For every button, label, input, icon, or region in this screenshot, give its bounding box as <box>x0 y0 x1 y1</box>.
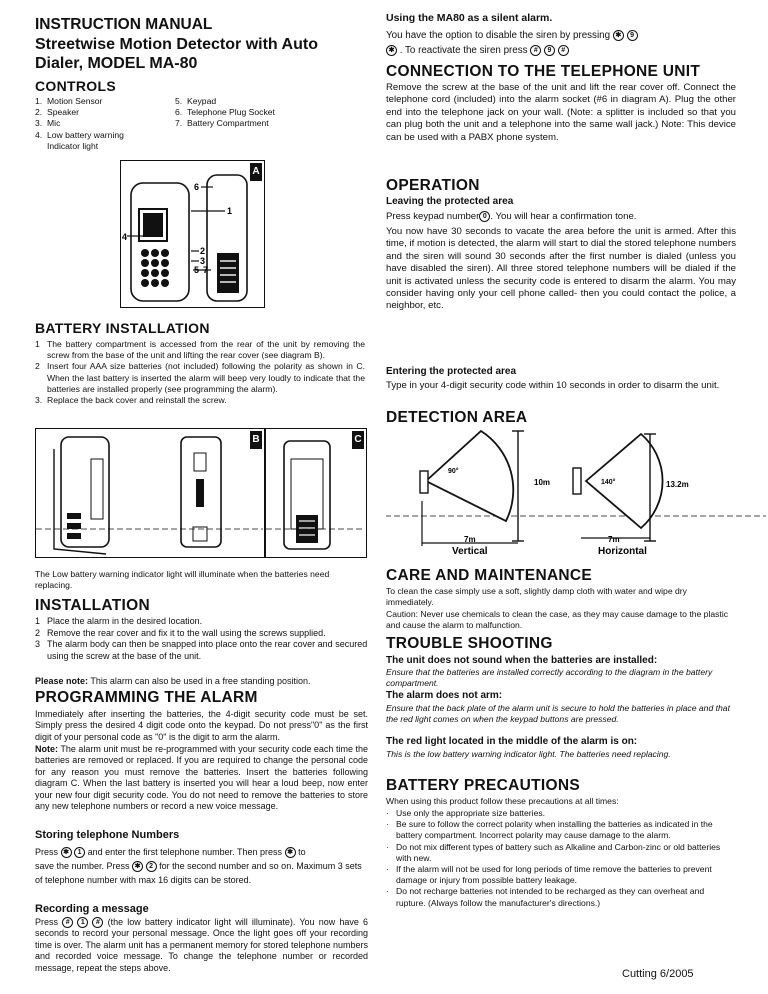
hash-key-icon: # <box>530 45 541 56</box>
list-item: · Do not mix different types of battery such as Alkaline and Carbon-zinc or old batteries with new. <box>386 841 721 863</box>
zero-key-icon: 0 <box>479 211 490 222</box>
nine-key-icon: 9 <box>627 30 638 41</box>
operation-heading: OPERATION <box>386 177 480 194</box>
horizontal-range-label: 13.2m <box>666 480 689 489</box>
trouble-a3: This is the low battery warning indicator light. The batteries need replacing. <box>386 749 671 759</box>
hash-key-icon: # <box>92 917 103 928</box>
diagram-b-tag: B <box>250 431 262 449</box>
one-key-icon: 1 <box>74 847 85 858</box>
diagram-a-illustration <box>121 161 263 306</box>
nine-key-icon: 9 <box>544 45 555 56</box>
list-item: 3. Replace the back cover and reinstall the screw. <box>35 395 227 406</box>
list-item: 3. Mic <box>35 118 61 129</box>
low-battery-note: The Low battery warning indicator light will illuminate when the batteries need replacing. <box>35 569 330 591</box>
detection-area-diagram <box>386 426 766 561</box>
list-item: 2 Remove the rear cover and fix it to the wall using the screws supplied. <box>35 627 326 638</box>
footer-date: Cutting 6/2005 <box>622 968 694 980</box>
star-key-icon: ✱ <box>613 30 624 41</box>
diagram-a <box>120 160 265 308</box>
silent-alarm-text: You have the option to disable the siren by pressing ✱ 9 ✱ . To reactivate the siren press # 9 # <box>386 28 736 58</box>
callout-1: 1 <box>227 206 233 216</box>
manual-title: INSTRUCTION MANUAL <box>35 16 213 33</box>
hash-key-icon: # <box>62 917 73 928</box>
callout-6: 6 <box>194 182 200 192</box>
horizontal-width-label: 7m <box>608 535 620 544</box>
list-item: 5. Keypad <box>175 96 217 106</box>
care-text: To clean the case simply use a soft, slightly damp cloth with water and wipe dry immediately. <box>386 586 687 608</box>
horizontal-caption: Horizontal <box>598 546 647 557</box>
care-heading: CARE AND MAINTENANCE <box>386 567 593 584</box>
entering-text: Type in your 4-digit security code within 10 seconds in order to disarm the unit. <box>386 380 720 391</box>
controls-heading: CONTROLS <box>35 78 116 94</box>
product-title-line2: Dialer, MODEL MA-80 <box>35 55 198 72</box>
trouble-q2: The alarm does not arm: <box>386 690 503 701</box>
callout-7: 7 <box>203 265 209 275</box>
programming-note: Note: The alarm unit must be re-programmed with your security code each time the batteries are removed or replaced. If you are required to change the personal code for any reason you must remove the batteries. Insert the batteries following diagram C. When the last battery is inserted you will hear a loud beep, now enter your new four digit security code. You do not need to remove the batteries to store any new telephone numbers or record a new voice message. <box>35 744 368 812</box>
one-key-icon: 1 <box>77 917 88 928</box>
recording-text: Press # 1 # (the low battery indicator light will illuminate). You now have 6 seconds to record your personal message. Once the light goes off your recording time is over. The alarm unit has a permanent memory for stored telephone numbers and recorded voice message. To change the telephone number or recorded message, repeat the steps above. <box>35 917 368 973</box>
precautions-intro: When using this product follow these precautions at all times: <box>386 796 619 806</box>
care-caution: Caution: Never use chemicals to clean the case, as they may cause damage to the plastic and cause the alarm to malfunction. <box>386 609 729 631</box>
installation-note: Please note: This alarm can also be used in a free standing position. <box>35 676 311 686</box>
battery-installation-heading: BATTERY INSTALLATION <box>35 320 210 336</box>
vertical-angle-label: 90° <box>448 468 459 475</box>
diagram-b <box>35 428 265 558</box>
installation-steps <box>35 616 368 662</box>
list-item: 1. Motion Sensor <box>35 96 103 106</box>
star-key-icon: ✱ <box>61 847 72 858</box>
list-item: 6. Telephone Plug Socket <box>175 107 275 118</box>
controls-list-left <box>35 96 165 152</box>
callout-5: 5 <box>194 265 200 275</box>
star-key-icon: ✱ <box>132 861 143 872</box>
installation-heading: INSTALLATION <box>35 597 150 614</box>
vertical-range-label: 10m <box>534 478 551 487</box>
connection-heading: CONNECTION TO THE TELEPHONE UNIT <box>386 63 701 80</box>
trouble-q1: The unit does not sound when the batteries are installed: <box>386 655 658 666</box>
detection-heading: DETECTION AREA <box>386 409 528 426</box>
list-item: 3 The alarm body can then be snapped into place onto the rear cover and secured using the screw at the base of the unit. <box>35 639 368 661</box>
precautions-list <box>386 808 736 909</box>
trouble-a2: Ensure that the back plate of the alarm unit is secure to hold the batteries in place and that the red light comes on when the keypad buttons are pressed. <box>386 703 730 725</box>
vertical-width-label: 7m <box>464 535 476 544</box>
list-item: 2. Speaker <box>35 107 80 118</box>
silent-alarm-heading: Using the MA80 as a silent alarm. <box>386 12 553 24</box>
hash-key-icon: # <box>558 45 569 56</box>
leaving-text: You now have 30 seconds to vacate the area before the unit is armed. After this time, if motion is detected, the alarm will start to dial the stored telephone numbers and the siren will sound 30 seconds after the first number is dialed (unless you have disabled the siren). All three stored telephone numbers will be dialed if the unit is activated unless the security code is entered to disarm the alarm. You may consider having only your cell phone called- then you could contact the police, a neighbor, etc. <box>386 226 736 312</box>
list-item: 4. Low battery warning Indicator light <box>35 129 124 151</box>
diagram-b-illustration <box>36 429 263 556</box>
list-item: · Do not recharge batteries not intended to be recharged as they can overheat and rupture. (Always follow the manufacturer's directions.) <box>386 886 705 908</box>
star-key-icon: ✱ <box>386 45 397 56</box>
storing-numbers-text: Press ✱ 1 and enter the first telephone number. Then press ✱ to save the number. Press ✱ 2 for the second number and so on. Maximum 3 sets of telephone number with max 16 digits can be stored. <box>35 847 362 885</box>
callout-3: 3 <box>200 256 206 266</box>
connection-text: Remove the screw at the base of the unit and lift the rear cover off. Connect the telephone cord (included) into the alarm socket (#6 in diagram A). Plug the other end into the telephone jack on your wall. (Note: a splitter is included so that you can plug both the unit and a telephone into the same wall jack.) Note: This device can be used with a PABX phone system. <box>386 82 736 143</box>
list-item: · Be sure to follow the correct polarity when installing the batteries as indicated in the battery compartment. Incorrect polarity may cause damage to the alarm. <box>386 819 713 841</box>
entering-heading: Entering the protected area <box>386 366 517 377</box>
storing-numbers-heading: Storing telephone Numbers <box>35 829 180 841</box>
list-item: · Use only the appropriate size batteries. <box>386 808 546 818</box>
leaving-heading: Leaving the protected area <box>386 196 514 207</box>
two-key-icon: 2 <box>146 861 157 872</box>
trouble-a1: Ensure that the batteries are installed correctly according to the diagram in the battery compartment. <box>386 667 713 689</box>
diagram-c <box>265 428 367 558</box>
battery-steps <box>35 339 365 406</box>
leaving-first-line: Press keypad number 0 . You will hear a confirmation tone. <box>386 211 637 222</box>
recording-heading: Recording a message <box>35 903 149 915</box>
vertical-caption: Vertical <box>452 546 488 557</box>
list-item: · If the alarm will not be used for long periods of time remove the batteries to prevent damage or injury from possible battery leakage. <box>386 864 712 886</box>
battery-precautions-heading: BATTERY PRECAUTIONS <box>386 777 581 794</box>
programming-heading: PROGRAMMING THE ALARM <box>35 689 258 706</box>
list-item: 7. Battery Compartment <box>175 118 269 129</box>
callout-4: 4 <box>122 232 128 242</box>
troubleshooting-heading: TROUBLE SHOOTING <box>386 635 553 652</box>
diagram-c-tag: C <box>352 431 364 449</box>
diagram-c-illustration <box>266 429 365 556</box>
trouble-q3: The red light located in the middle of the alarm is on: <box>386 736 638 747</box>
controls-list-right <box>175 96 365 130</box>
programming-text: Immediately after inserting the batteries, the 4-digit security code must be set. Simply press the desired 4 digit code onto the keypad. Do not press"0" as the first digit of your personal code as "0" is the digit to arm the alarm. <box>35 709 368 742</box>
list-item: 1 Place the alarm in the desired location. <box>35 616 203 626</box>
callout-2: 2 <box>200 246 206 256</box>
list-item: 2 Insert four AAA size batteries (not included) following the polarity as shown in C. When the last battery is inserted the alarm will beep very loudly to indicate that the batteries are installed properly (see programming the alarm). <box>35 361 365 394</box>
list-item: 1 The battery compartment is accessed from the rear of the unit by removing the screw from the base of the unit and lifting the rear cover (see diagram B). <box>35 339 365 361</box>
horizontal-angle-label: 140° <box>601 479 616 486</box>
diagram-a-tag: A <box>250 163 262 181</box>
star-key-icon: ✱ <box>285 847 296 858</box>
product-title-line1: Streetwise Motion Detector with Auto <box>35 36 318 53</box>
